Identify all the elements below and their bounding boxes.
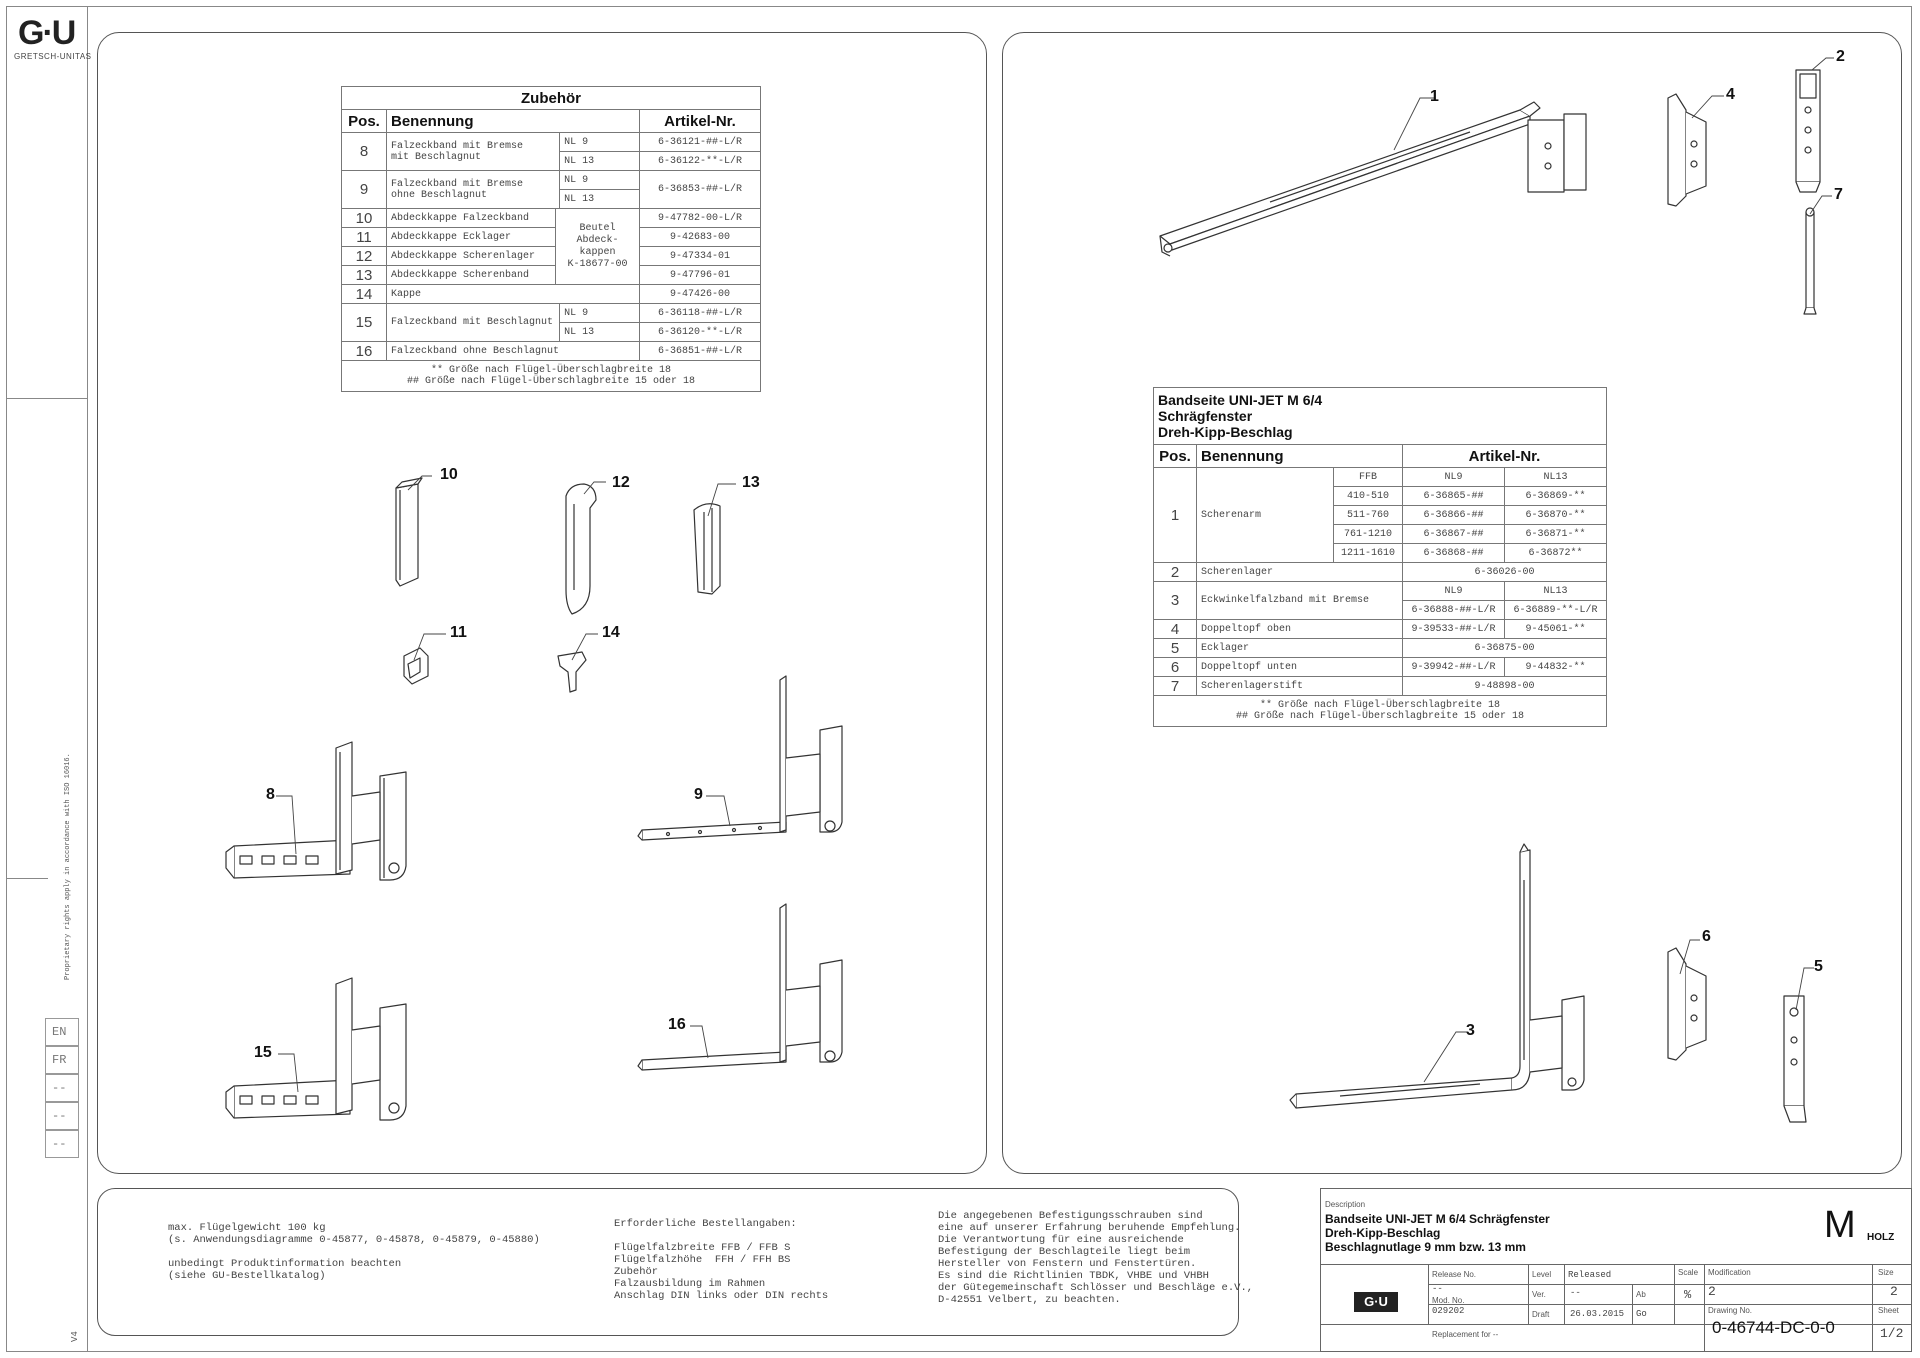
- drawing-no: 0-46744-DC-0-0: [1712, 1318, 1835, 1337]
- footer-note-order: Erforderliche Bestellangaben: Flügelfalzbreite FFB / FFB S Flügelfalzhöhe FFH / FFH BS Zubehör Falzausbildung im Rahmen Anschlag DIN links oder DIN rechts: [614, 1218, 829, 1302]
- name-5: Ecklager: [1197, 639, 1403, 658]
- sheet: 1/2: [1880, 1326, 1904, 1341]
- pos-11: 11: [342, 228, 387, 247]
- name-9: Falzeckband mit Bremse ohne Beschlagnut: [387, 171, 560, 209]
- pos-4: 4: [1154, 620, 1197, 639]
- name-4: Doppeltopf oben: [1197, 620, 1403, 639]
- tb-divider: [1428, 1284, 1912, 1285]
- ffb-range: 1211-1610: [1334, 544, 1403, 563]
- part-4-double-pot: [1668, 94, 1706, 206]
- pos-1: 1: [1154, 468, 1197, 563]
- gu-logo: G·U: [18, 14, 75, 52]
- draft-date: 26.03.2015: [1570, 1309, 1625, 1319]
- label-15: 15: [254, 1044, 272, 1061]
- part-15-hinge: [226, 978, 406, 1120]
- name-10: Abdeckkappe Falzeckband: [387, 209, 556, 228]
- leader-16: [690, 1026, 708, 1058]
- label-2: 2: [1836, 48, 1845, 65]
- art-nl9: 6-36866-##: [1403, 506, 1505, 525]
- label-1: 1: [1430, 88, 1439, 105]
- col-art: Artikel-Nr.: [1403, 445, 1607, 468]
- art-8b: 6-36122-**-L/R: [640, 152, 761, 171]
- part-12-cover-cap: [566, 484, 596, 614]
- name-16: Falzeckband ohne Beschlagnut: [387, 342, 640, 361]
- label-3: 3: [1466, 1022, 1475, 1039]
- ffb-header: FFB: [1334, 468, 1403, 487]
- tb-vdivider: [1674, 1264, 1675, 1324]
- col-art: Artikel-Nr.: [640, 110, 761, 133]
- art-nl13: 6-36872**: [1505, 544, 1607, 563]
- nl13: NL 13: [560, 190, 640, 209]
- tb-vdivider: [1632, 1284, 1633, 1324]
- footer-note-weight: max. Flügelgewicht 100 kg (s. Anwendungsdiagramme 0-45877, 0-45878, 0-45879, 0-45880) unbedingt Produktinformation beachten (siehe GU-Bestellkatalog): [168, 1222, 540, 1282]
- nl9: NL 9: [560, 133, 640, 152]
- zubehoer-notes: ** Größe nach Flügel-Überschlagbreite 18 ## Größe nach Flügel-Überschlagbreite 15 oder 18: [342, 361, 761, 392]
- part-14-cap: [558, 652, 586, 692]
- release-no: --: [1432, 1284, 1443, 1294]
- leader-4: [1692, 96, 1724, 118]
- footer-note-screws: Die angegebenen Befestigungsschrauben sind eine auf unserer Erfahrung beruhende Empfehlung. Die Verantwortung für eine ausreichende Befestigung der Beschlagteile liegt beim Hersteller von Fenstern und Fenstertüren. Es sind die Richtlinien TBDK, VHBE und VHBH der Gütegemeinschaft Schlösser und Beschläge e.V., D-42551 Velbert, zu beachten.: [938, 1210, 1254, 1306]
- pos-7: 7: [1154, 677, 1197, 696]
- rights-notice: Proprietary rights apply in accordance with ISO 16016.: [64, 753, 72, 980]
- label-7: 7: [1834, 186, 1843, 203]
- label-8: 8: [266, 786, 275, 803]
- tb-divider: [1704, 1304, 1912, 1305]
- art-nl9: 6-36867-##: [1403, 525, 1505, 544]
- art-3-nl9: 6-36888-##-L/R: [1403, 601, 1505, 620]
- name-15: Falzeckband mit Beschlagnut: [387, 304, 560, 342]
- label-14: 14: [602, 624, 620, 641]
- nl9-header: NL9: [1403, 468, 1505, 487]
- art-16: 6-36851-##-L/R: [640, 342, 761, 361]
- name-6: Doppeltopf unten: [1197, 658, 1403, 677]
- modification: 2: [1708, 1284, 1716, 1299]
- mod-no: 029202: [1432, 1306, 1465, 1316]
- pos-3: 3: [1154, 582, 1197, 620]
- lang-slot: --: [45, 1074, 79, 1102]
- level-label: Level: [1532, 1270, 1552, 1279]
- material-code: M: [1824, 1204, 1856, 1246]
- leader-2: [1812, 58, 1834, 70]
- part-6-double-pot: [1668, 948, 1706, 1060]
- leader-9: [706, 796, 730, 826]
- leader-3: [1424, 1032, 1468, 1082]
- lang-en[interactable]: EN: [45, 1018, 79, 1046]
- art-5: 6-36875-00: [1403, 639, 1607, 658]
- pos-9: 9: [342, 171, 387, 209]
- label-11: 11: [450, 624, 467, 641]
- part-9-hinge: [638, 676, 842, 840]
- version-label: V4: [70, 1331, 80, 1342]
- pos-6: 6: [1154, 658, 1197, 677]
- gu-logo-subtitle: GRETSCH-UNITAS: [14, 52, 92, 61]
- art-14: 9-47426-00: [640, 285, 761, 304]
- scale: %: [1684, 1288, 1692, 1302]
- description: Bandseite UNI-JET M 6/4 Schrägfenster Dreh-Kipp-Beschlag Beschlagnutlage 9 mm bzw. 13 mm: [1325, 1212, 1550, 1254]
- tb-divider: [1320, 1264, 1912, 1265]
- release-no-label: Release No.: [1432, 1270, 1477, 1279]
- ffb-range: 511-760: [1334, 506, 1403, 525]
- nl9: NL 9: [560, 171, 640, 190]
- ffb-range: 761-1210: [1334, 525, 1403, 544]
- pos-14: 14: [342, 285, 387, 304]
- art-10: 9-47782-00-L/R: [640, 209, 761, 228]
- part-8-hinge: [226, 742, 406, 880]
- art-15a: 6-36118-##-L/R: [640, 304, 761, 323]
- ab-label: Ab: [1636, 1290, 1646, 1299]
- pos-8: 8: [342, 133, 387, 171]
- col-pos: Pos.: [1154, 445, 1197, 468]
- nl13-header: NL13: [1505, 582, 1607, 601]
- bandseite-notes: ** Größe nach Flügel-Überschlagbreite 18 ## Größe nach Flügel-Überschlagbreite 15 oder 18: [1154, 696, 1607, 727]
- pos-2: 2: [1154, 563, 1197, 582]
- nl13: NL 13: [560, 323, 640, 342]
- art-3-nl13: 6-36889-**-L/R: [1505, 601, 1607, 620]
- label-4: 4: [1726, 86, 1735, 103]
- part-11-corner-cap: [404, 648, 428, 684]
- ver-label: Ver.: [1532, 1290, 1546, 1299]
- nl9: NL 9: [560, 304, 640, 323]
- label-5: 5: [1814, 958, 1823, 975]
- art-8a: 6-36121-##-L/R: [640, 133, 761, 152]
- art-2: 6-36026-00: [1403, 563, 1607, 582]
- size-label: Size: [1878, 1268, 1894, 1277]
- drawing-no-label: Drawing No.: [1708, 1306, 1753, 1315]
- ver: --: [1570, 1288, 1581, 1298]
- title-block-logo: G·U: [1354, 1292, 1398, 1312]
- draft-label: Draft: [1532, 1310, 1550, 1319]
- col-pos: Pos.: [342, 110, 387, 133]
- art-nl9: 6-36865-##: [1403, 487, 1505, 506]
- tb-vdivider: [1704, 1264, 1705, 1352]
- pos-13: 13: [342, 266, 387, 285]
- pos-5: 5: [1154, 639, 1197, 658]
- tb-vdivider: [1528, 1264, 1529, 1324]
- art-6-nl13: 9-44832-**: [1505, 658, 1607, 677]
- art-4-nl13: 9-45061-**: [1505, 620, 1607, 639]
- size: 2: [1890, 1284, 1898, 1299]
- art-12: 9-47334-01: [640, 247, 761, 266]
- level: Released: [1568, 1270, 1612, 1280]
- replacement-for: Replacement for --: [1432, 1330, 1499, 1339]
- pos-10: 10: [342, 209, 387, 228]
- name-14: Kappe: [387, 285, 640, 304]
- tb-vdivider: [1428, 1264, 1429, 1324]
- art-nl13: 6-36871-**: [1505, 525, 1607, 544]
- art-4-nl9: 9-39533-##-L/R: [1403, 620, 1505, 639]
- nl13: NL 13: [560, 152, 640, 171]
- part-3-corner-hinge: [1290, 844, 1584, 1108]
- label-12: 12: [612, 474, 630, 491]
- label-16: 16: [668, 1016, 686, 1033]
- art-6-nl9: 9-39942-##-L/R: [1403, 658, 1505, 677]
- pos-12: 12: [342, 247, 387, 266]
- name-1: Scherenarm: [1197, 468, 1334, 563]
- art-7: 9-48898-00: [1403, 677, 1607, 696]
- label-6: 6: [1702, 928, 1711, 945]
- scale-label: Scale: [1678, 1268, 1699, 1277]
- part-2-stay-bearing: [1796, 70, 1820, 192]
- name-2: Scherenlager: [1197, 563, 1403, 582]
- art-9: 6-36853-##-L/R: [640, 171, 761, 209]
- lang-slot: --: [45, 1102, 79, 1130]
- tb-vdivider: [1872, 1264, 1873, 1352]
- ffb-range: 410-510: [1334, 487, 1403, 506]
- part-10-cover-cap: [396, 478, 422, 586]
- name-12: Abdeckkappe Scherenlager: [387, 247, 556, 266]
- art-nl13: 6-36870-**: [1505, 506, 1607, 525]
- material-sub: HOLZ: [1867, 1232, 1895, 1243]
- art-nl13: 6-36869-**: [1505, 487, 1607, 506]
- label-10: 10: [440, 466, 458, 483]
- label-13: 13: [742, 474, 760, 491]
- name-3: Eckwinkelfalzband mit Bremse: [1197, 582, 1403, 620]
- col-name: Benennung: [1197, 445, 1403, 468]
- part-7-pin: [1804, 208, 1816, 314]
- draft-by: Go: [1636, 1309, 1647, 1319]
- lang-slot: --: [45, 1130, 79, 1158]
- name-7: Scherenlagerstift: [1197, 677, 1403, 696]
- nl13-header: NL13: [1505, 468, 1607, 487]
- label-9: 9: [694, 786, 703, 803]
- part-1-scissor-arm: [1160, 102, 1586, 256]
- modification-label: Modification: [1708, 1268, 1751, 1277]
- art-13: 9-47796-01: [640, 266, 761, 285]
- mod-no-label: Mod. No.: [1432, 1296, 1465, 1305]
- art-nl9: 6-36868-##: [1403, 544, 1505, 563]
- sheet-label: Sheet: [1878, 1306, 1899, 1315]
- pos-16: 16: [342, 342, 387, 361]
- tb-vdivider: [1564, 1264, 1565, 1324]
- zubehoer-title: Zubehör: [342, 87, 761, 110]
- part-16-hinge: [638, 904, 842, 1070]
- name-13: Abdeckkappe Scherenband: [387, 266, 556, 285]
- name-8: Falzeckband mit Bremse mit Beschlagnut: [387, 133, 560, 171]
- bandseite-title: Bandseite UNI-JET M 6/4 Schrägfenster Dreh-Kipp-Beschlag: [1154, 388, 1607, 445]
- name-11: Abdeckkappe Ecklager: [387, 228, 556, 247]
- beutel-cell: Beutel Abdeck- kappen K-18677-00: [556, 209, 640, 285]
- art-11: 9-42683-00: [640, 228, 761, 247]
- description-label: Description: [1325, 1200, 1366, 1209]
- nl9-header: NL9: [1403, 582, 1505, 601]
- pos-15: 15: [342, 304, 387, 342]
- part-13-cover-cap: [694, 504, 720, 594]
- part-5-corner-bearing: [1784, 996, 1806, 1122]
- col-name: Benennung: [387, 110, 640, 133]
- art-15b: 6-36120-**-L/R: [640, 323, 761, 342]
- lang-fr[interactable]: FR: [45, 1046, 79, 1074]
